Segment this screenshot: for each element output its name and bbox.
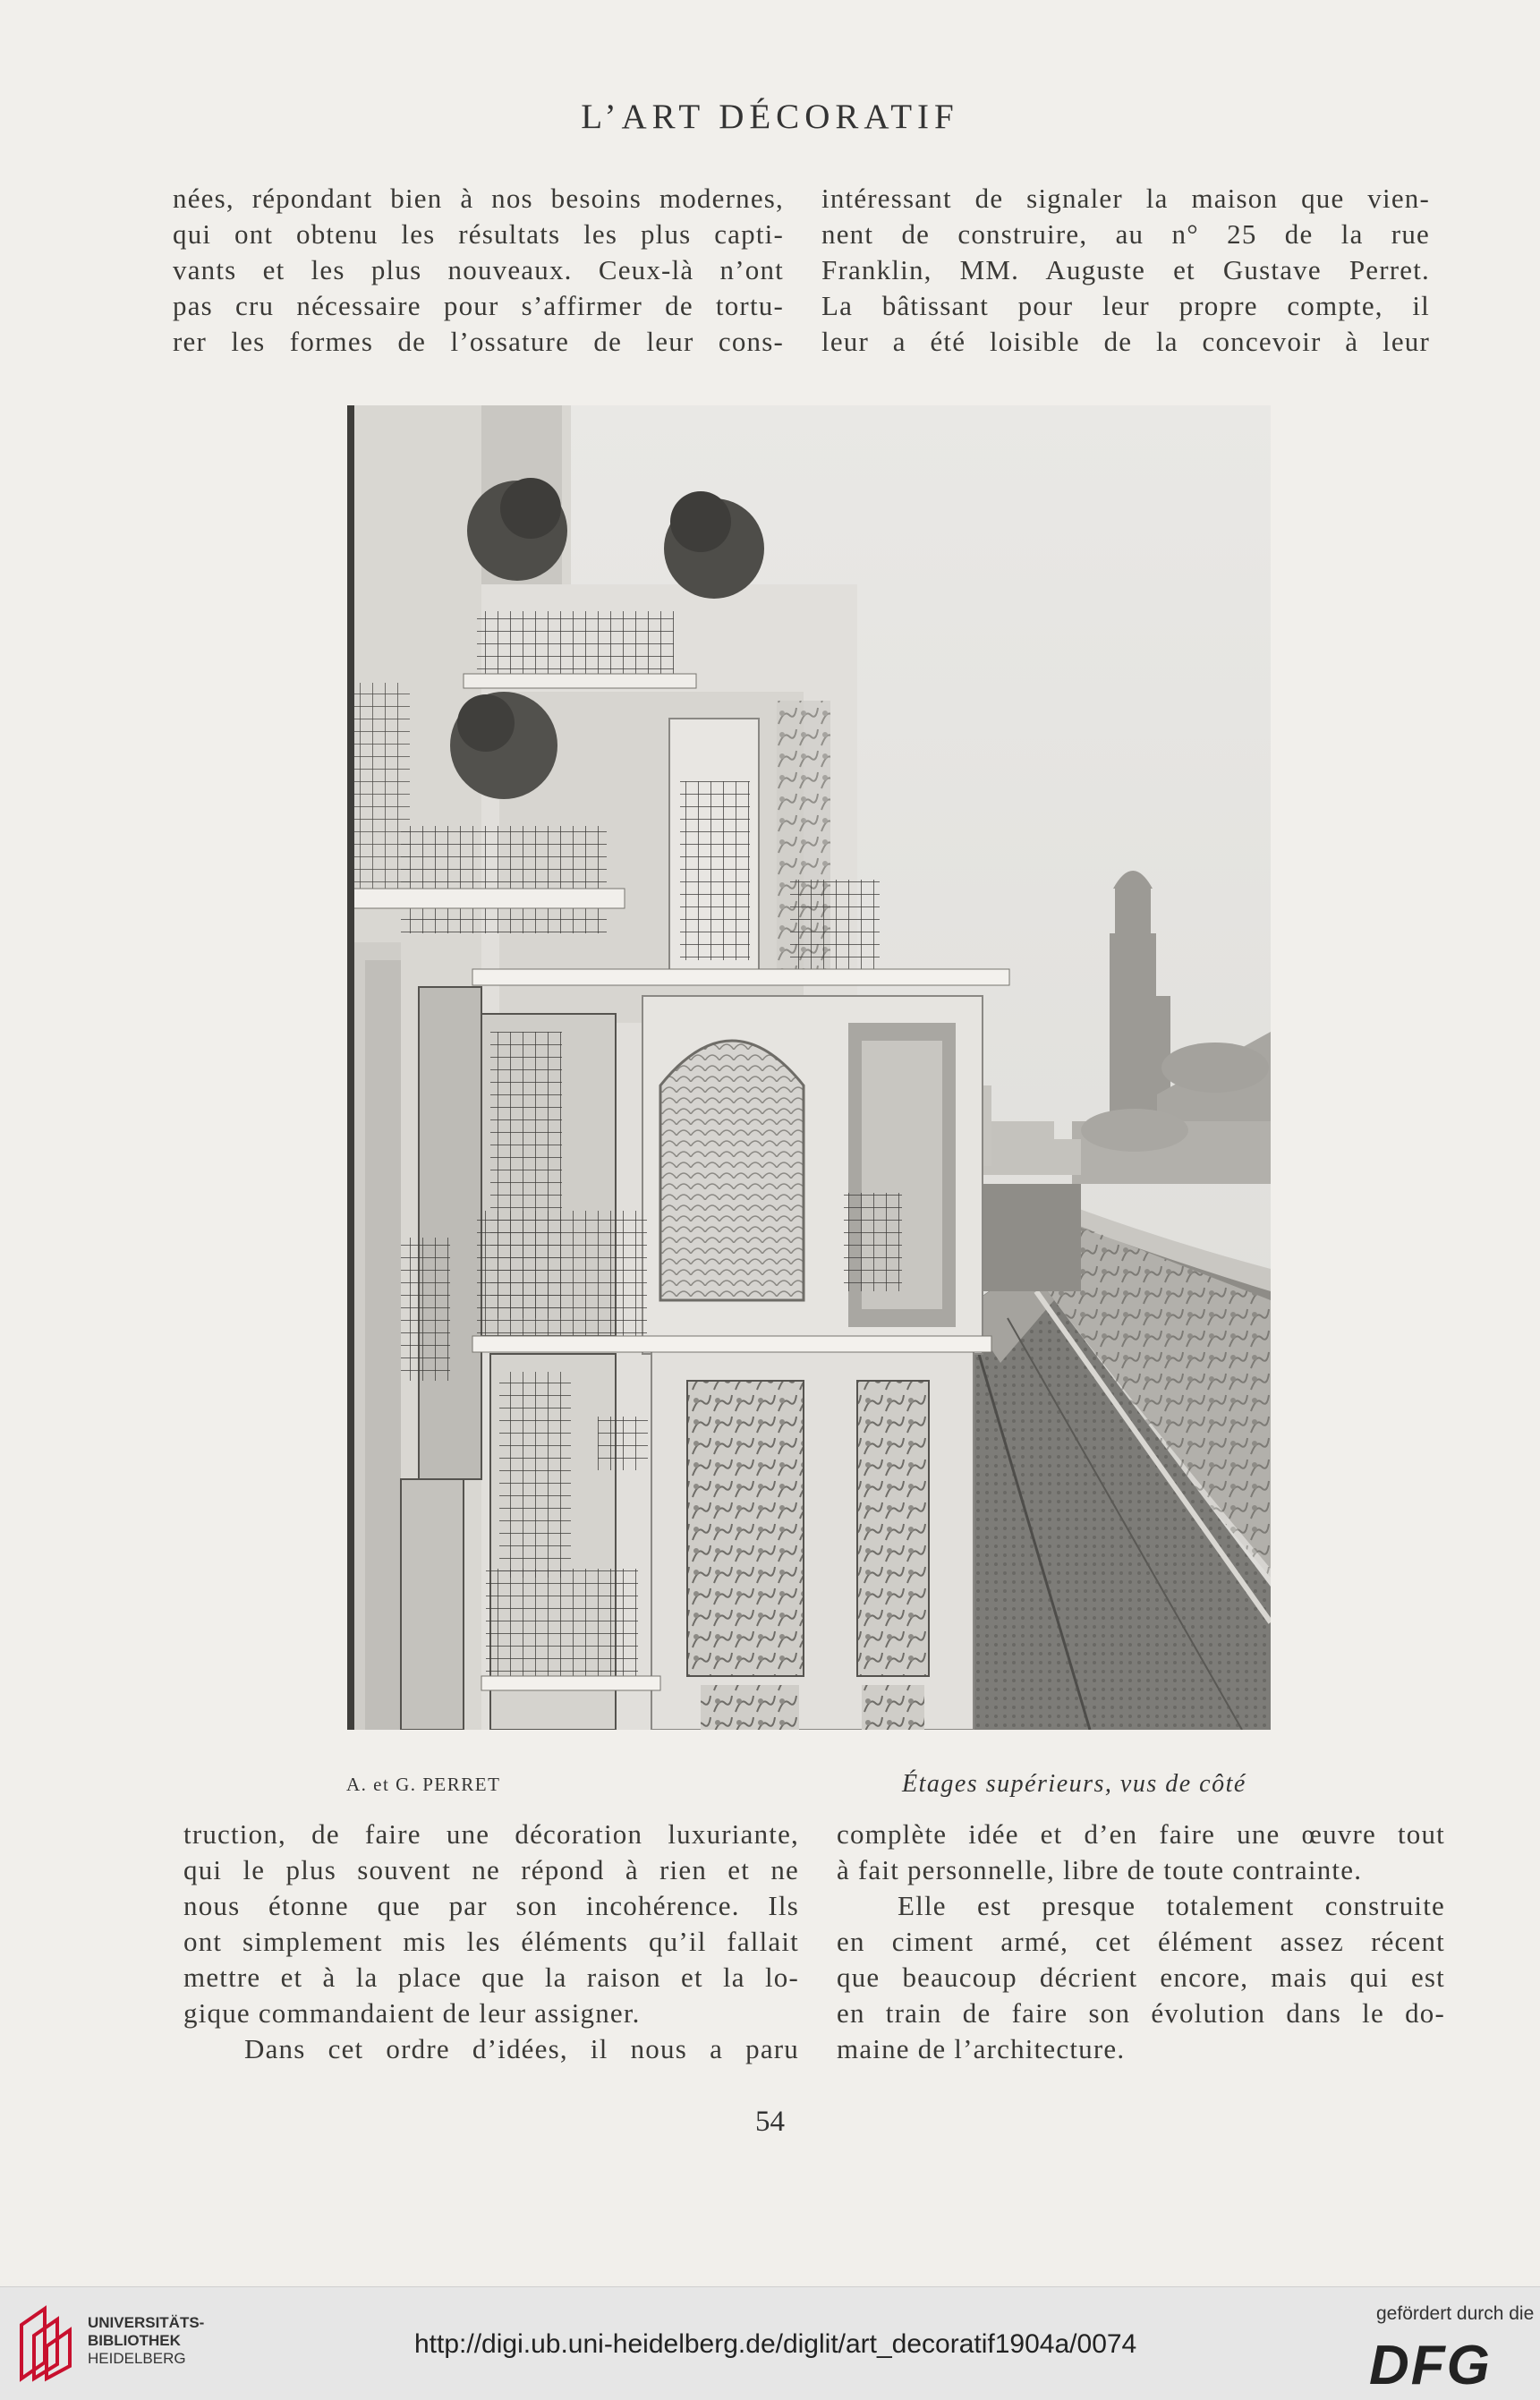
text-line: nées, répondant bien à nos besoins modernes,	[173, 183, 784, 214]
text-line: leur a été loisible de la concevoir à leur	[821, 326, 1430, 357]
text-column-top-right	[821, 181, 1430, 360]
digitization-footer	[0, 2286, 1540, 2400]
library-name-line: HEIDELBERG	[88, 2350, 186, 2367]
permalink-url[interactable]: http://digi.ub.uni-heidelberg.de/diglit/art_decoratif1904a/0074	[414, 2329, 1137, 2359]
text-line: gique commandaient de leur assigner.	[183, 1997, 641, 2029]
text-line: à fait personnelle, libre de toute contrainte.	[837, 1854, 1363, 1885]
text-line: Franklin, MM. Auguste et Gustave Perret.	[821, 254, 1430, 285]
text-line: La bâtissant pour leur propre compte, il	[821, 290, 1430, 321]
text-column-top-left	[173, 181, 784, 360]
text-column-bottom-right	[837, 1817, 1445, 2067]
text-line: rer les formes de l’ossature de leur cons-	[173, 326, 784, 357]
text-line: que beaucoup décrient encore, mais qui est	[837, 1962, 1445, 1993]
text-line: qui le plus souvent ne répond à rien et ne	[183, 1854, 799, 1885]
text-line: nent de construire, au n° 25 de la rue	[821, 218, 1430, 250]
text-line: vants et les plus nouveaux. Ceux-là n’ont	[173, 254, 784, 285]
dfg-logo: DFG	[1369, 2335, 1492, 2396]
figure-caption: Étages supérieurs, vus de côté	[902, 1770, 1246, 1798]
text-line: Dans cet ordre d’idées, il nous a paru	[244, 2033, 799, 2064]
photograph-perret-building	[347, 405, 1271, 1730]
text-line: en ciment armé, cet élément assez récent	[837, 1926, 1445, 1957]
library-name-line: BIBLIOTHEK	[88, 2332, 181, 2349]
building-illustration	[347, 405, 1271, 1730]
text-line: maine de l’architecture.	[837, 2033, 1126, 2064]
text-line: complète idée et d’en faire une œuvre tout	[837, 1818, 1445, 1850]
figure-credit: A. et G. PERRET	[346, 1774, 501, 1795]
text-line: qui ont obtenu les résultats les plus capti-	[173, 218, 784, 250]
page-number: 54	[755, 2106, 785, 2138]
text-line: nous étonne que par son incohérence. Ils	[183, 1890, 799, 1921]
text-line: en train de faire son évolution dans le do-	[837, 1997, 1445, 2029]
running-title: L’ART DÉCORATIF	[581, 98, 959, 136]
library-name-line: UNIVERSITÄTS-	[88, 2314, 205, 2331]
text-line: intéressant de signaler la maison que vien-	[821, 183, 1430, 214]
funder-label: gefördert durch die	[1376, 2303, 1535, 2324]
text-line: mettre et à la place que la raison et la lo-	[183, 1962, 799, 1993]
text-line: ont simplement mis les éléments qu’il fallait	[183, 1926, 799, 1957]
university-library-logo-icon	[18, 2305, 77, 2382]
text-line: truction, de faire une décoration luxuriante,	[183, 1818, 799, 1850]
library-name	[88, 2314, 204, 2368]
text-column-bottom-left	[183, 1817, 799, 2067]
text-line: Elle est presque totalement construite	[898, 1890, 1445, 1921]
text-line: pas cru nécessaire pour s’affirmer de tortu-	[173, 290, 784, 321]
